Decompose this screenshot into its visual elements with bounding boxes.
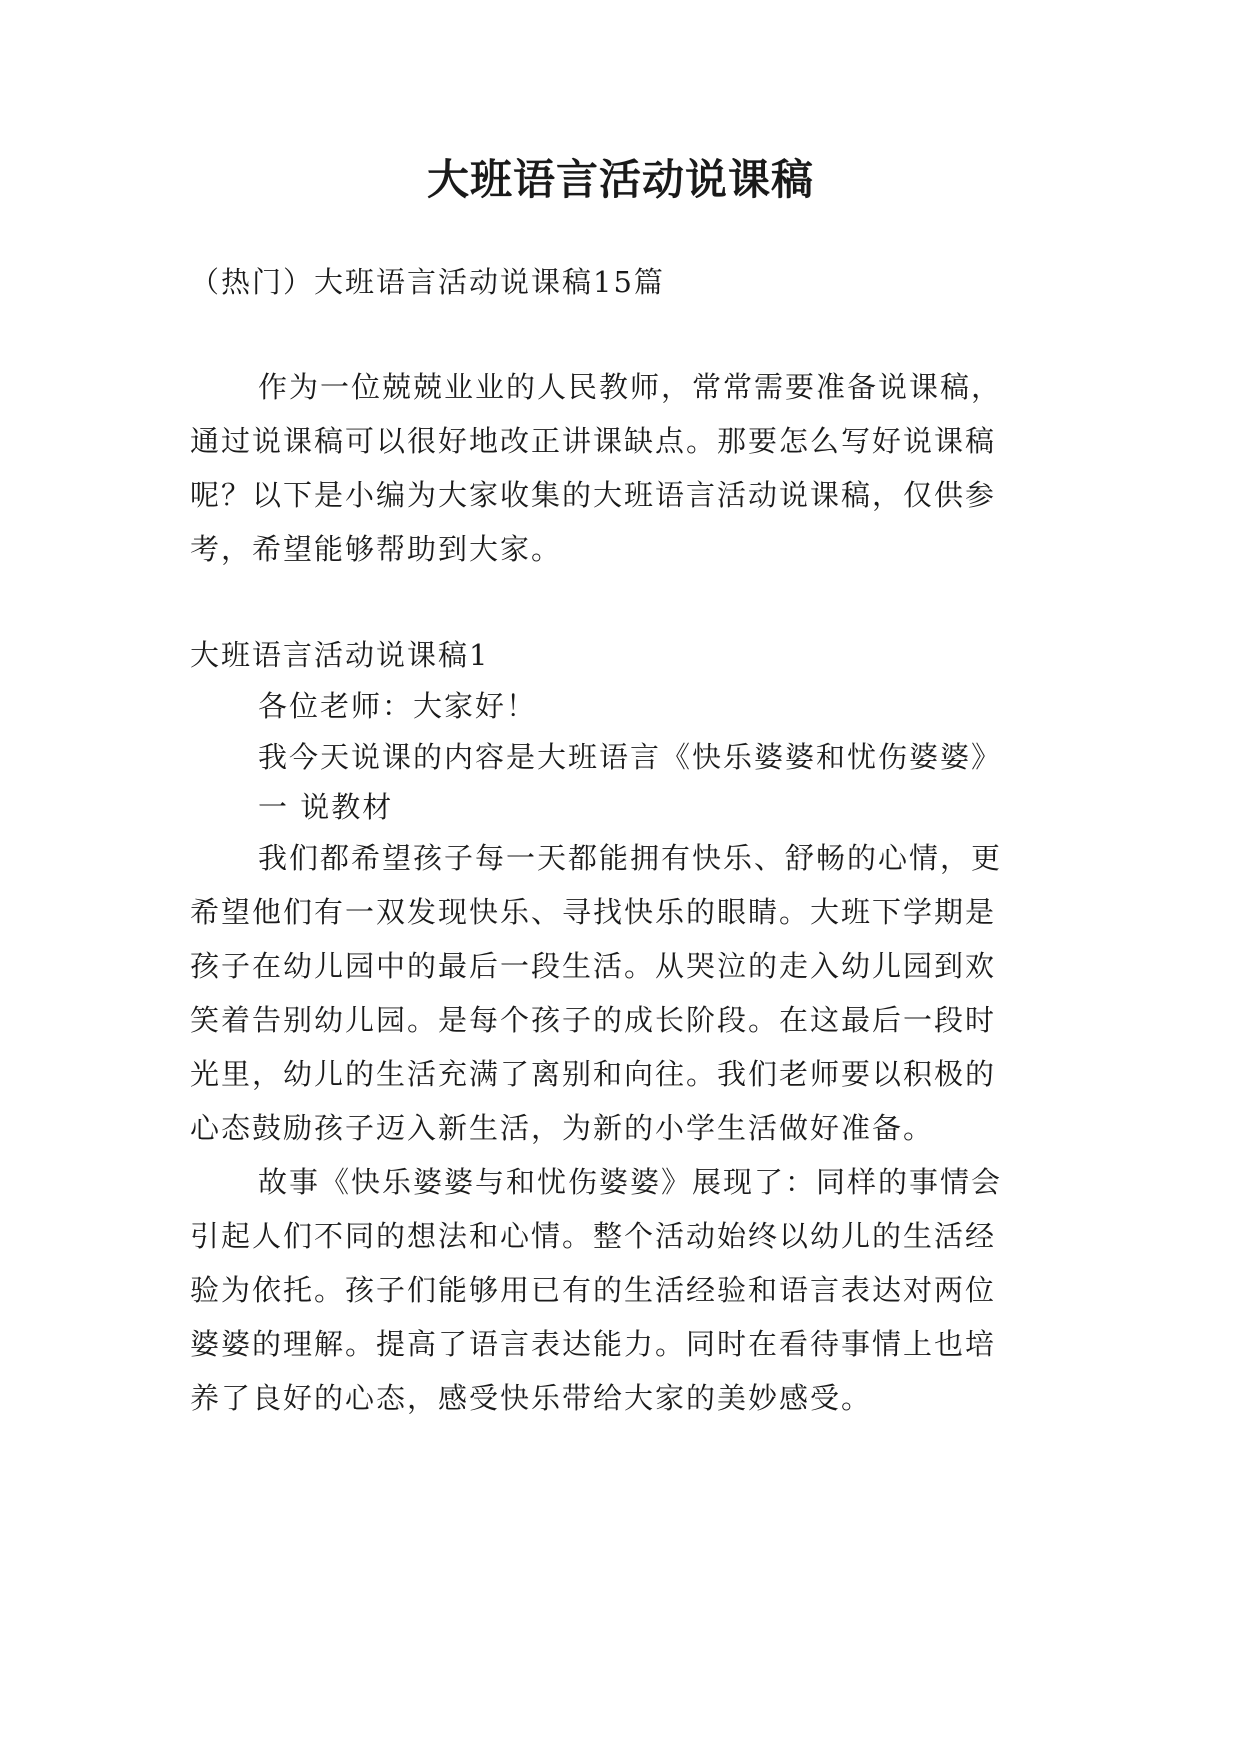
- paragraph-line: 养了良好的心态，感受快乐带给大家的美妙感受。: [190, 1381, 873, 1415]
- intro-line: 呢？以下是小编为大家收集的大班语言活动说课稿，仅供参: [190, 478, 997, 512]
- greeting: 各位老师：大家好！: [258, 689, 538, 723]
- paragraph-line: 婆婆的理解。提高了语言表达能力。同时在看待事情上也培: [190, 1327, 997, 1361]
- intro-line: 作为一位兢兢业业的人民教师，常常需要准备说课稿，: [258, 370, 1003, 404]
- intro-line: 通过说课稿可以很好地改正讲课缺点。那要怎么写好说课稿: [190, 424, 997, 458]
- subheading: 一 说教材: [258, 790, 394, 824]
- document-title: 大班语言活动说课稿: [426, 155, 814, 204]
- paragraph-line: 光里，幼儿的生活充满了离别和向往。我们老师要以积极的: [190, 1057, 997, 1091]
- paragraph-line: 引起人们不同的想法和心情。整个活动始终以幼儿的生活经: [190, 1219, 997, 1253]
- paragraph-line: 我们都希望孩子每一天都能拥有快乐、舒畅的心情，更: [258, 841, 1003, 875]
- paragraph-line: 希望他们有一双发现快乐、寻找快乐的眼睛。大班下学期是: [190, 895, 997, 929]
- paragraph-line: 孩子在幼儿园中的最后一段生活。从哭泣的走入幼儿园到欢: [190, 949, 997, 983]
- paragraph-line: 笑着告别幼儿园。是每个孩子的成长阶段。在这最后一段时: [190, 1003, 997, 1037]
- section-heading: 大班语言活动说课稿1: [190, 638, 490, 672]
- document-subtitle: （热门）大班语言活动说课稿15篇: [190, 265, 665, 299]
- topic-line: 我今天说课的内容是大班语言《快乐婆婆和忧伤婆婆》: [258, 740, 1003, 774]
- paragraph-line: 心态鼓励孩子迈入新生活，为新的小学生活做好准备。: [190, 1111, 935, 1145]
- paragraph-line: 故事《快乐婆婆与和忧伤婆婆》展现了：同样的事情会: [258, 1165, 1003, 1199]
- intro-line: 考，希望能够帮助到大家。: [190, 532, 563, 566]
- paragraph-line: 验为依托。孩子们能够用已有的生活经验和语言表达对两位: [190, 1273, 997, 1307]
